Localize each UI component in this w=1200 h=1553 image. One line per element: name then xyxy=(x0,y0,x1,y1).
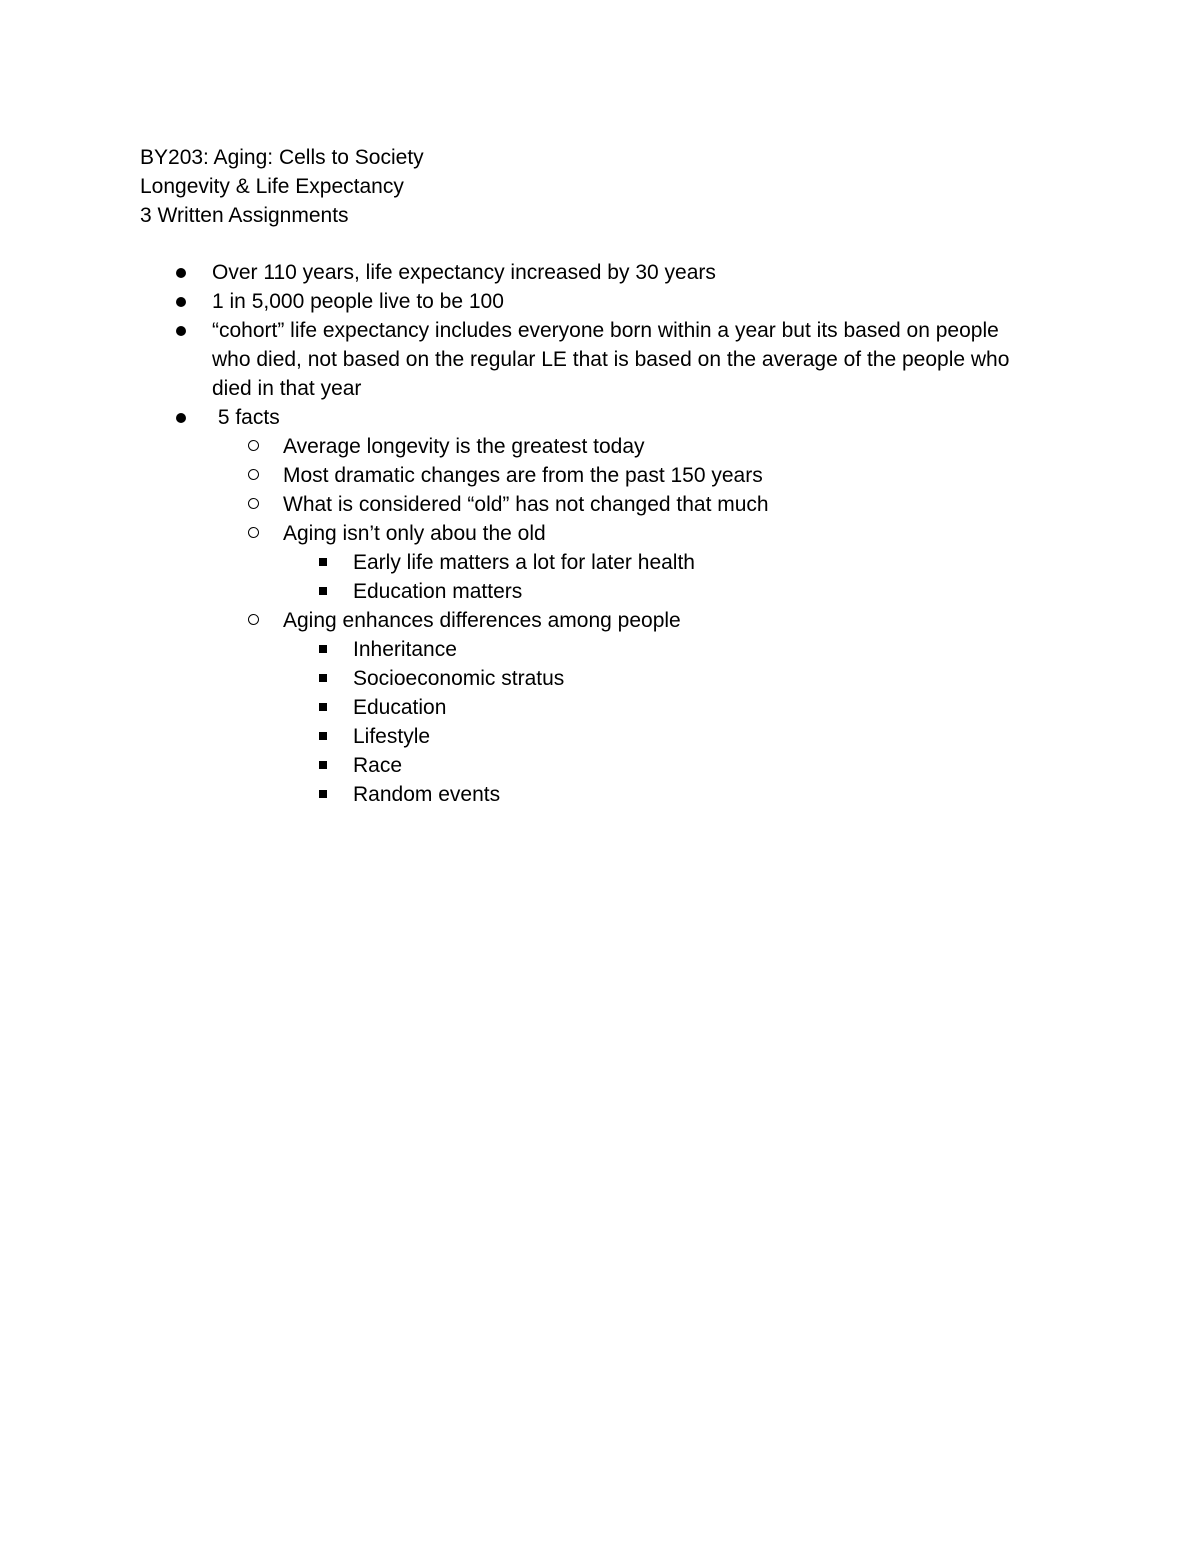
list-item xyxy=(0,751,1200,780)
list-item-text: Education matters xyxy=(353,580,523,603)
list-item xyxy=(0,548,1200,577)
filled-circle-bullet-icon xyxy=(176,413,186,423)
list-item-text: Average longevity is the greatest today xyxy=(283,435,645,458)
list-item-text: Race xyxy=(353,754,403,777)
list-item xyxy=(0,693,1200,722)
list-item-text: What is considered “old” has not changed that much xyxy=(283,493,769,516)
list-item xyxy=(0,635,1200,664)
filled-circle-bullet-icon xyxy=(176,297,186,307)
list-item xyxy=(0,461,1200,490)
list-item xyxy=(0,258,1200,287)
list-item-text: Lifestyle xyxy=(353,725,431,748)
square-bullet-icon xyxy=(319,674,327,682)
list-item-text: “cohort” life expectancy includes everyone born within a year but its based on people who died, not based on the regular LE that is based on the average of the people who died in that year xyxy=(212,319,1010,400)
list-item-text: Education xyxy=(353,696,447,719)
list-item-text: Most dramatic changes are from the past 150 years xyxy=(283,464,763,487)
hollow-circle-bullet-icon xyxy=(248,498,259,509)
list-item-text: 5 facts xyxy=(212,406,280,429)
list-item xyxy=(0,606,1200,635)
list-item-text: Random events xyxy=(353,783,501,806)
square-bullet-icon xyxy=(319,761,327,769)
list-item xyxy=(0,490,1200,519)
list-item xyxy=(0,316,1200,403)
square-bullet-icon xyxy=(319,558,327,566)
document-header xyxy=(140,143,424,230)
hollow-circle-bullet-icon xyxy=(248,440,259,451)
list-item xyxy=(0,403,1200,432)
list-item xyxy=(0,664,1200,693)
hollow-circle-bullet-icon xyxy=(248,527,259,538)
hollow-circle-bullet-icon xyxy=(248,469,259,480)
square-bullet-icon xyxy=(319,587,327,595)
topic-title: Longevity & Life Expectancy xyxy=(140,175,404,198)
list-item xyxy=(0,519,1200,548)
filled-circle-bullet-icon xyxy=(176,326,186,336)
list-item-text: Over 110 years, life expectancy increased by 30 years xyxy=(212,261,716,284)
filled-circle-bullet-icon xyxy=(176,268,186,278)
bullet-list xyxy=(0,258,1200,809)
list-item xyxy=(0,287,1200,316)
list-item xyxy=(0,722,1200,751)
list-item-text: 1 in 5,000 people live to be 100 xyxy=(212,290,504,313)
list-item-text: Early life matters a lot for later health xyxy=(353,551,695,574)
list-item-text: Socioeconomic stratus xyxy=(353,667,565,690)
list-item xyxy=(0,577,1200,606)
square-bullet-icon xyxy=(319,703,327,711)
list-item-text: Aging isn’t only abou the old xyxy=(283,522,546,545)
list-item xyxy=(0,432,1200,461)
list-item-text: Inheritance xyxy=(353,638,457,661)
course-title: BY203: Aging: Cells to Society xyxy=(140,146,424,169)
hollow-circle-bullet-icon xyxy=(248,614,259,625)
list-item-text: Aging enhances differences among people xyxy=(283,609,681,632)
square-bullet-icon xyxy=(319,732,327,740)
assignment-note: 3 Written Assignments xyxy=(140,204,349,227)
list-item xyxy=(0,780,1200,809)
square-bullet-icon xyxy=(319,645,327,653)
square-bullet-icon xyxy=(319,790,327,798)
